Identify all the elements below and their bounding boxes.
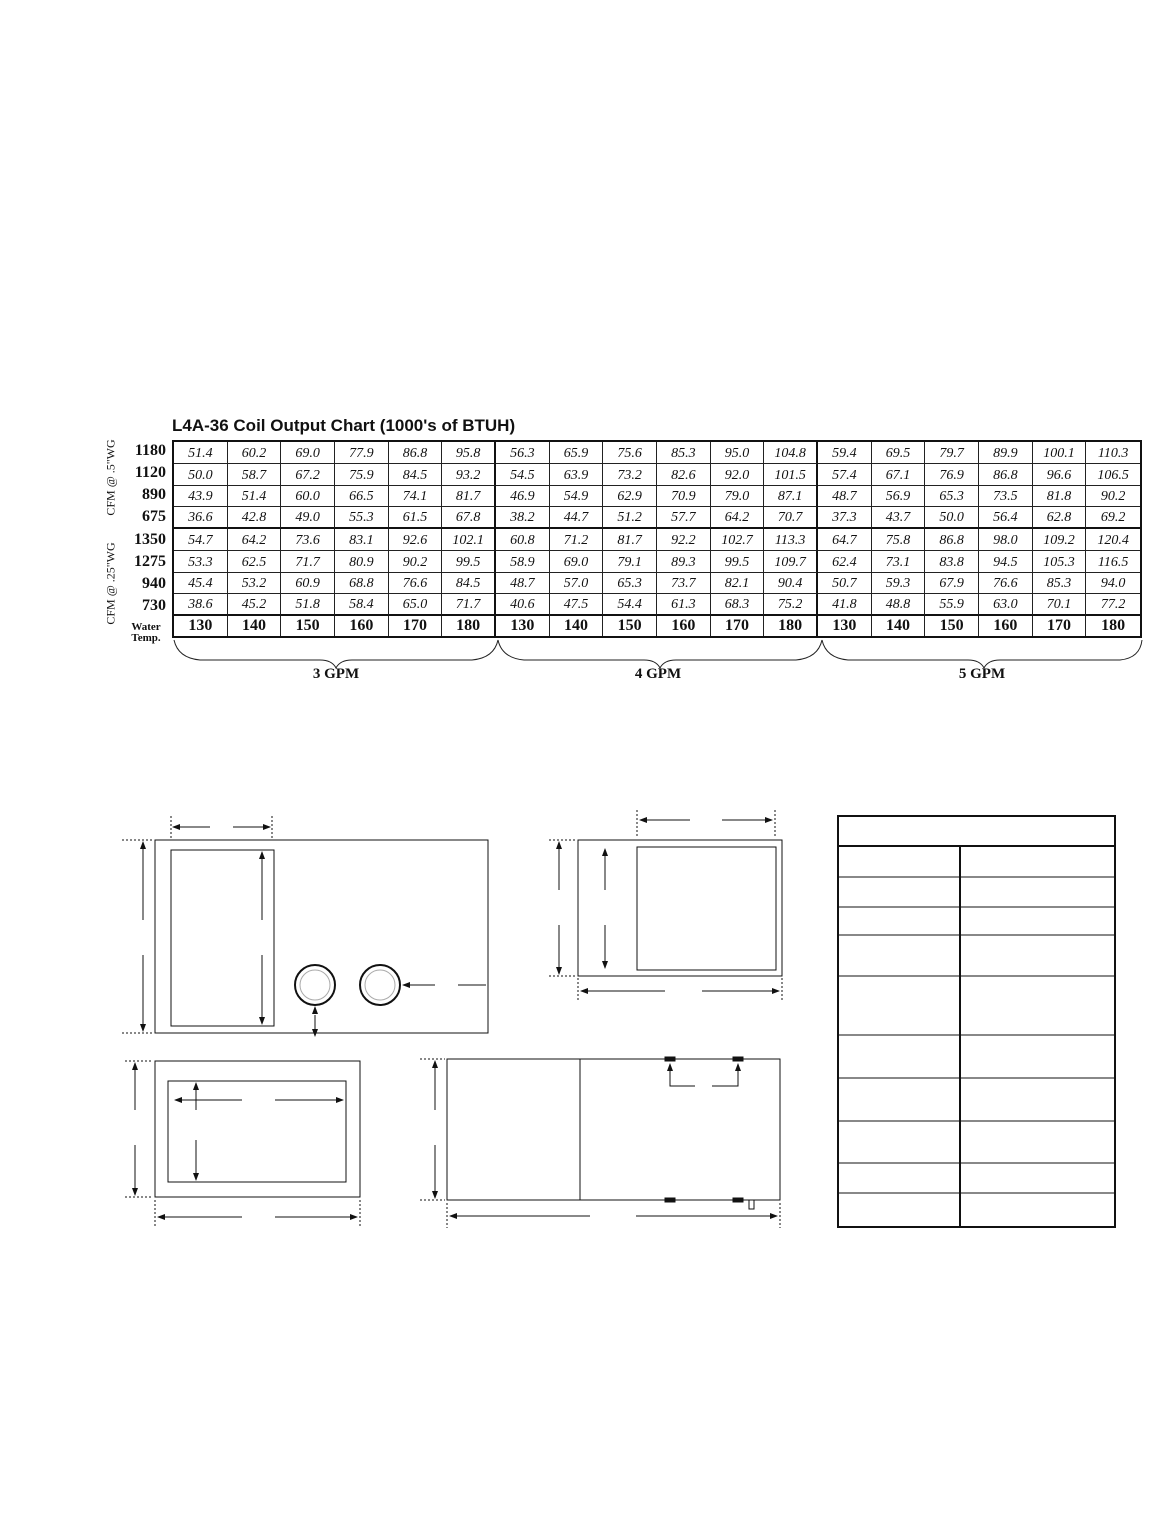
table-cell: 50.0 bbox=[925, 507, 979, 529]
table-cell: 76.9 bbox=[925, 464, 979, 486]
table-cell: 50.7 bbox=[818, 573, 872, 595]
table-cell: 60.8 bbox=[496, 529, 550, 551]
table-cell: 94.0 bbox=[1086, 573, 1140, 595]
table-cell: 113.3 bbox=[764, 529, 818, 551]
table-cell: 109.7 bbox=[764, 551, 818, 573]
table-cell: 55.3 bbox=[335, 507, 389, 529]
table-cell: 81.8 bbox=[1033, 486, 1087, 508]
gpm-label-3: 3 GPM bbox=[312, 666, 360, 682]
table-cell: 102.1 bbox=[442, 529, 496, 551]
table-cell: 53.3 bbox=[174, 551, 228, 573]
table-cell: 101.5 bbox=[764, 464, 818, 486]
table-cell: 86.8 bbox=[925, 529, 979, 551]
table-cell: 55.9 bbox=[925, 594, 979, 616]
water-temp-cell: 180 bbox=[1101, 617, 1126, 634]
gpm-label-5: 5 GPM bbox=[958, 666, 1006, 682]
table-cell: 81.7 bbox=[603, 529, 657, 551]
table-cell: 51.2 bbox=[603, 507, 657, 529]
table-cell: 50.0 bbox=[174, 464, 228, 486]
table-cell: 67.2 bbox=[281, 464, 335, 486]
table-cell: 60.2 bbox=[228, 442, 282, 464]
table-cell: 82.6 bbox=[657, 464, 711, 486]
water-temp-cell: 170 bbox=[1033, 616, 1087, 636]
cfm-row-label: 675 bbox=[142, 508, 166, 525]
table-cell: 92.2 bbox=[657, 529, 711, 551]
table-cell: 84.5 bbox=[442, 573, 496, 595]
table-cell: 43.9 bbox=[174, 486, 228, 508]
table-cell: 62.5 bbox=[228, 551, 282, 573]
table-cell: 95.0 bbox=[711, 442, 765, 464]
water-temp-line1: Water bbox=[131, 621, 161, 633]
table-cell: 54.5 bbox=[496, 464, 550, 486]
table-cell: 70.1 bbox=[1033, 594, 1087, 616]
table-cell: 65.3 bbox=[603, 573, 657, 595]
table-cell: 71.7 bbox=[442, 594, 496, 616]
table-cell: 67.9 bbox=[925, 573, 979, 595]
table-cell: 92.6 bbox=[389, 529, 443, 551]
cfm-row-label: 940 bbox=[142, 575, 166, 592]
table-cell: 99.5 bbox=[711, 551, 765, 573]
table-cell: 74.1 bbox=[389, 486, 443, 508]
table-cell: 120.4 bbox=[1086, 529, 1140, 551]
table-cell: 47.5 bbox=[550, 594, 604, 616]
table-cell: 89.3 bbox=[657, 551, 711, 573]
table-cell: 69.0 bbox=[281, 442, 335, 464]
table-cell: 77.2 bbox=[1086, 594, 1140, 616]
table-cell: 44.7 bbox=[550, 507, 604, 529]
dimension-table bbox=[838, 816, 1115, 1227]
table-cell: 84.5 bbox=[389, 464, 443, 486]
table-cell: 66.5 bbox=[335, 486, 389, 508]
table-cell: 48.7 bbox=[818, 486, 872, 508]
table-cell: 63.9 bbox=[550, 464, 604, 486]
table-cell: 79.0 bbox=[711, 486, 765, 508]
table-cell: 73.5 bbox=[979, 486, 1033, 508]
table-cell: 56.9 bbox=[872, 486, 926, 508]
table-cell: 99.5 bbox=[442, 551, 496, 573]
table-cell: 38.6 bbox=[174, 594, 228, 616]
table-cell: 49.0 bbox=[281, 507, 335, 529]
chart-title: L4A-36 Coil Output Chart (1000's of BTUH) bbox=[172, 416, 516, 435]
table-cell: 75.8 bbox=[872, 529, 926, 551]
table-cell: 73.6 bbox=[281, 529, 335, 551]
table-cell: 69.2 bbox=[1086, 507, 1140, 529]
table-cell: 93.2 bbox=[442, 464, 496, 486]
table-cell: 62.9 bbox=[603, 486, 657, 508]
table-cell: 62.4 bbox=[818, 551, 872, 573]
cfm-row-label: 1180 bbox=[134, 442, 166, 459]
side-view-drawing bbox=[549, 810, 782, 1000]
water-temp-cell: 140 bbox=[228, 616, 282, 636]
table-cell: 59.4 bbox=[818, 442, 872, 464]
table-cell: 54.7 bbox=[174, 529, 228, 551]
table-cell: 40.6 bbox=[496, 594, 550, 616]
water-temp-cell: 170 bbox=[389, 616, 443, 636]
table-cell: 59.3 bbox=[872, 573, 926, 595]
table-cell: 51.8 bbox=[281, 594, 335, 616]
table-cell: 53.2 bbox=[228, 573, 282, 595]
table-cell: 96.6 bbox=[1033, 464, 1087, 486]
water-temp-cell: 130 bbox=[174, 616, 228, 636]
table-cell: 57.7 bbox=[657, 507, 711, 529]
table-cell: 85.3 bbox=[1033, 573, 1087, 595]
water-temp-cell: 160 bbox=[335, 616, 389, 636]
cfm-low-label: CFM @ .25"WG bbox=[103, 542, 118, 625]
table-cell: 90.2 bbox=[1086, 486, 1140, 508]
table-cell: 48.8 bbox=[872, 594, 926, 616]
water-temp-cell: 150 bbox=[603, 616, 657, 636]
table-cell: 71.7 bbox=[281, 551, 335, 573]
table-cell: 37.3 bbox=[818, 507, 872, 529]
table-cell: 48.7 bbox=[496, 573, 550, 595]
table-cell: 86.8 bbox=[979, 464, 1033, 486]
table-cell: 76.6 bbox=[389, 573, 443, 595]
water-temp-cell: 160 bbox=[979, 616, 1033, 636]
table-cell: 54.9 bbox=[550, 486, 604, 508]
table-cell: 68.8 bbox=[335, 573, 389, 595]
table-cell: 79.7 bbox=[925, 442, 979, 464]
table-cell: 58.9 bbox=[496, 551, 550, 573]
table-cell: 57.0 bbox=[550, 573, 604, 595]
table-cell: 58.7 bbox=[228, 464, 282, 486]
table-cell: 116.5 bbox=[1086, 551, 1140, 573]
water-temp-cell: 160 bbox=[657, 616, 711, 636]
table-cell: 83.1 bbox=[335, 529, 389, 551]
table-cell: 100.1 bbox=[1033, 442, 1087, 464]
table-cell: 77.9 bbox=[335, 442, 389, 464]
table-cell: 61.3 bbox=[657, 594, 711, 616]
table-cell: 51.4 bbox=[174, 442, 228, 464]
table-cell: 79.1 bbox=[603, 551, 657, 573]
table-cell: 56.4 bbox=[979, 507, 1033, 529]
table-cell: 36.6 bbox=[174, 507, 228, 529]
table-cell: 92.0 bbox=[711, 464, 765, 486]
table-cell: 67.1 bbox=[872, 464, 926, 486]
table-cell: 73.7 bbox=[657, 573, 711, 595]
gpm-label-4: 4 GPM bbox=[634, 666, 682, 682]
table-cell: 102.7 bbox=[711, 529, 765, 551]
table-cell: 106.5 bbox=[1086, 464, 1140, 486]
table-cell: 75.6 bbox=[603, 442, 657, 464]
table-cell: 65.3 bbox=[925, 486, 979, 508]
table-cell: 65.9 bbox=[550, 442, 604, 464]
table-cell: 61.5 bbox=[389, 507, 443, 529]
table-cell: 109.2 bbox=[1033, 529, 1087, 551]
water-temp-cell: 180 bbox=[764, 616, 818, 636]
table-cell: 41.8 bbox=[818, 594, 872, 616]
table-cell: 38.2 bbox=[496, 507, 550, 529]
top-view-drawing bbox=[420, 1057, 780, 1228]
cfm-row-label: 1275 bbox=[134, 553, 166, 570]
table-cell: 89.9 bbox=[979, 442, 1033, 464]
table-cell: 60.0 bbox=[281, 486, 335, 508]
table-cell: 69.5 bbox=[872, 442, 926, 464]
water-temp-cell: 140 bbox=[872, 616, 926, 636]
front-view-drawing bbox=[122, 816, 488, 1036]
table-cell: 70.7 bbox=[764, 507, 818, 529]
table-cell: 63.0 bbox=[979, 594, 1033, 616]
table-cell: 87.1 bbox=[764, 486, 818, 508]
water-temp-cell: 180 bbox=[442, 616, 496, 636]
table-cell: 70.9 bbox=[657, 486, 711, 508]
table-cell: 69.0 bbox=[550, 551, 604, 573]
table-cell: 51.4 bbox=[228, 486, 282, 508]
table-cell: 71.2 bbox=[550, 529, 604, 551]
table-cell: 54.4 bbox=[603, 594, 657, 616]
water-temp-cell: 130 bbox=[496, 616, 550, 636]
water-temp-cell: 150 bbox=[281, 616, 335, 636]
table-cell: 62.8 bbox=[1033, 507, 1087, 529]
water-temp-cell: 150 bbox=[925, 616, 979, 636]
table-cell: 110.3 bbox=[1086, 442, 1140, 464]
table-cell: 75.2 bbox=[764, 594, 818, 616]
end-view-drawing bbox=[125, 1061, 360, 1226]
water-temp-cell: 170 bbox=[711, 616, 765, 636]
table-cell: 58.4 bbox=[335, 594, 389, 616]
table-cell: 45.4 bbox=[174, 573, 228, 595]
table-cell: 104.8 bbox=[764, 442, 818, 464]
water-temp-cell: 130 bbox=[818, 616, 872, 636]
table-cell: 76.6 bbox=[979, 573, 1033, 595]
table-cell: 86.8 bbox=[389, 442, 443, 464]
cfm-high-label: CFM @ .5"WG bbox=[103, 439, 118, 516]
table-cell: 64.2 bbox=[228, 529, 282, 551]
cfm-row-label: 1120 bbox=[134, 464, 166, 481]
table-cell: 90.4 bbox=[764, 573, 818, 595]
table-cell: 94.5 bbox=[979, 551, 1033, 573]
table-cell: 64.2 bbox=[711, 507, 765, 529]
cfm-row-label: 890 bbox=[142, 486, 166, 503]
table-cell: 83.8 bbox=[925, 551, 979, 573]
table-cell: 42.8 bbox=[228, 507, 282, 529]
table-cell: 45.2 bbox=[228, 594, 282, 616]
table-cell: 75.9 bbox=[335, 464, 389, 486]
water-temp-cell: 140 bbox=[550, 616, 604, 636]
table-cell: 80.9 bbox=[335, 551, 389, 573]
table-cell: 73.2 bbox=[603, 464, 657, 486]
table-cell: 82.1 bbox=[711, 573, 765, 595]
table-cell: 65.0 bbox=[389, 594, 443, 616]
table-cell: 105.3 bbox=[1033, 551, 1087, 573]
cfm-row-label: 730 bbox=[142, 597, 166, 614]
table-cell: 60.9 bbox=[281, 573, 335, 595]
table-cell: 67.8 bbox=[442, 507, 496, 529]
table-cell: 98.0 bbox=[979, 529, 1033, 551]
table-cell: 46.9 bbox=[496, 486, 550, 508]
table-cell: 56.3 bbox=[496, 442, 550, 464]
table-cell: 90.2 bbox=[389, 551, 443, 573]
table-cell: 85.3 bbox=[657, 442, 711, 464]
table-cell: 43.7 bbox=[872, 507, 926, 529]
water-temp-line2: Temp. bbox=[131, 632, 161, 644]
table-cell: 57.4 bbox=[818, 464, 872, 486]
table-cell: 68.3 bbox=[711, 594, 765, 616]
table-cell: 95.8 bbox=[442, 442, 496, 464]
cfm-row-label: 1350 bbox=[134, 531, 166, 548]
table-cell: 81.7 bbox=[442, 486, 496, 508]
table-cell: 73.1 bbox=[872, 551, 926, 573]
table-cell: 64.7 bbox=[818, 529, 872, 551]
